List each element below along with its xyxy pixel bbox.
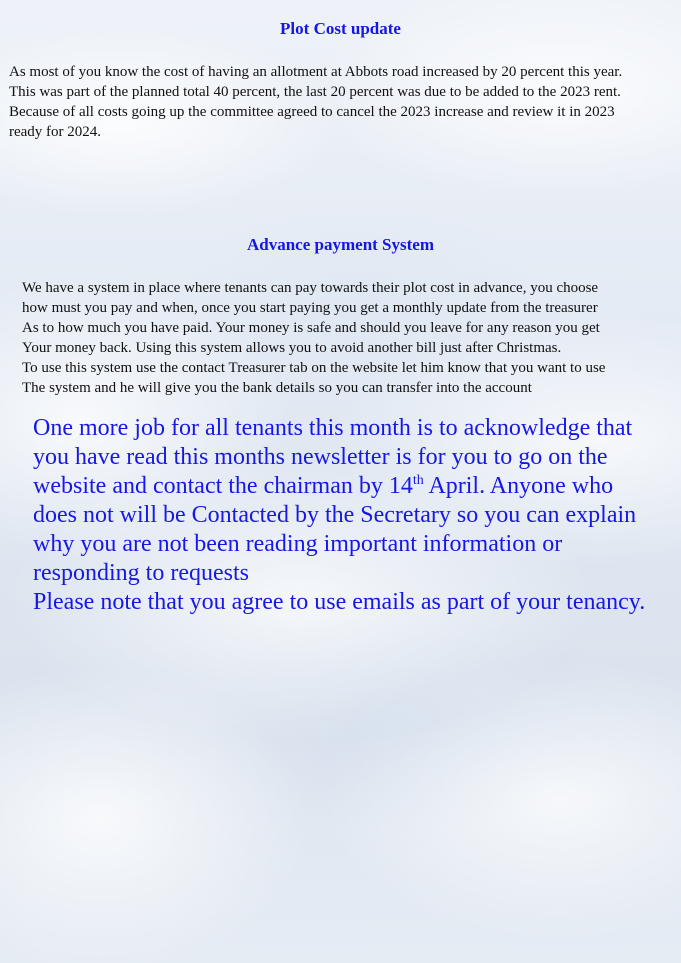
advance-payment-paragraph xyxy=(22,278,677,398)
acknowledge-notice xyxy=(33,414,678,617)
advance-payment-line: We have a system in place where tenants can pay towards their plot cost in advance, you choose xyxy=(22,280,599,296)
advance-payment-line: To use this system use the contact Treasurer tab on the website let him know that you want to use xyxy=(22,360,606,376)
advance-payment-line: Your money back. Using this system allows you to avoid another bill just after Christmas. xyxy=(22,340,562,356)
advance-payment-line: The system and he will give you the bank details so you can transfer into the account xyxy=(22,380,532,396)
notice-line: does not will be Contacted by the Secretary so you can explain xyxy=(33,502,637,528)
plot-cost-line: ready for 2024. xyxy=(9,124,102,140)
notice-line: One more job for all tenants this month is to acknowledge that xyxy=(33,415,633,441)
notice-text: website and contact the chairman by 14 xyxy=(33,473,413,499)
advance-payment-line: As to how much you have paid. Your money is safe and should you leave for any reason you get xyxy=(22,320,600,336)
notice-line-email: Please note that you agree to use emails as part of your tenancy. xyxy=(33,589,646,615)
ordinal-suffix: th xyxy=(412,473,424,488)
notice-line: you have read this months newsletter is for you to go on the xyxy=(33,444,608,470)
plot-cost-line: This was part of the planned total 40 percent, the last 20 percent was due to be added to the 2023 rent. xyxy=(9,84,621,100)
plot-cost-line: As most of you know the cost of having an allotment at Abbots road increased by 20 percent this year. xyxy=(9,64,623,80)
advance-payment-line: how must you pay and when, once you start paying you get a monthly update from the treasurer xyxy=(22,300,598,316)
plot-cost-paragraph xyxy=(9,62,679,142)
advance-payment-heading: Advance payment System xyxy=(247,235,434,254)
notice-text: April. Anyone who xyxy=(423,473,614,499)
notice-line-deadline xyxy=(33,472,678,501)
notice-line: responding to requests xyxy=(33,560,249,586)
plot-cost-heading: Plot Cost update xyxy=(280,19,401,38)
notice-line: why you are not been reading important information or xyxy=(33,531,563,557)
plot-cost-line: Because of all costs going up the committee agreed to cancel the 2023 increase and review it in 2023 xyxy=(9,104,615,120)
